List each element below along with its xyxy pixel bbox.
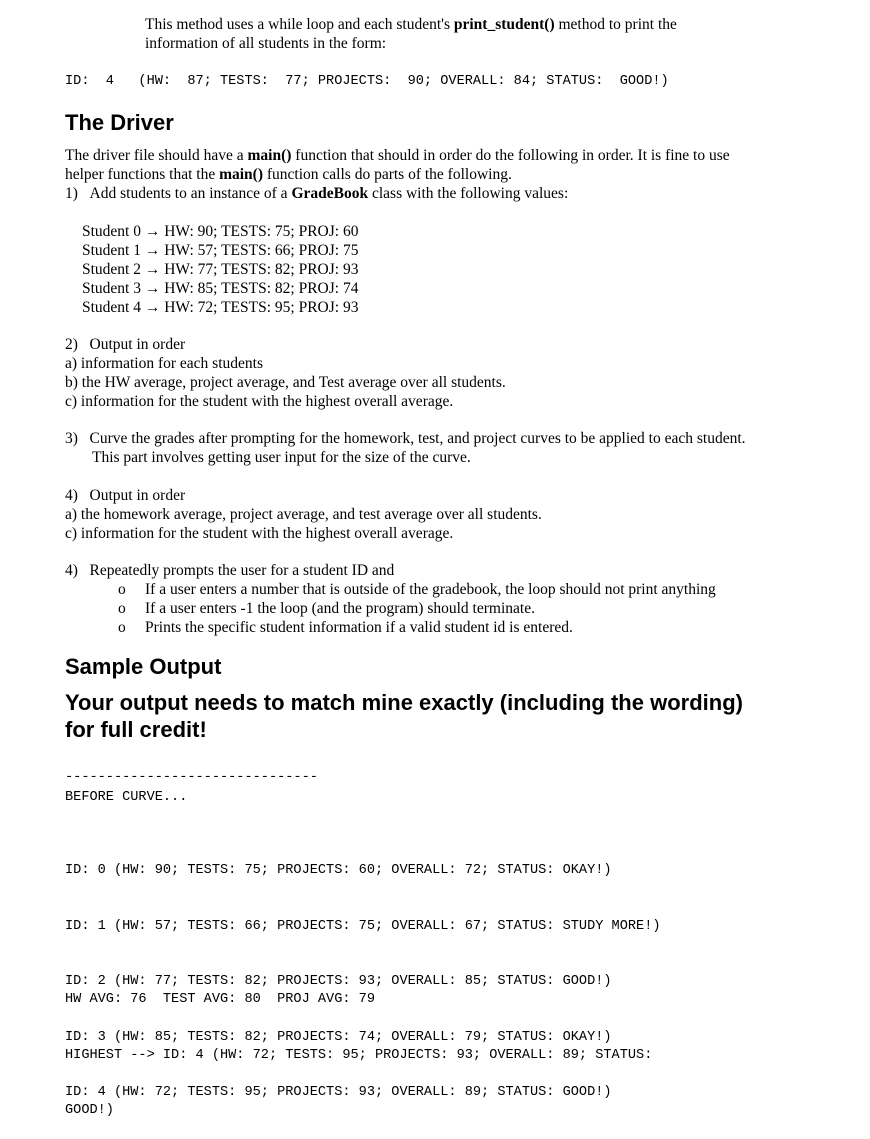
list-item: c) information for the student with the highest overall average. — [65, 393, 454, 410]
list-item: b) the HW average, project average, and Test average over all students. — [65, 374, 506, 391]
intro-paragraph — [145, 15, 677, 53]
step-4: 4) Output in order a) the homework average, project average, and test average over all students. c) information for the student with the highest overall average. — [65, 487, 542, 542]
averages-output — [65, 954, 652, 1139]
driver-paragraph-line-2: helper functions that the main() function calls do parts of the following. — [65, 166, 512, 183]
method-name: print_student() — [453, 16, 555, 33]
list-item: o If a user enters a number that is outside of the gradebook, the loop should not print anything — [118, 581, 716, 598]
table-row: ID: 0 (HW: 90; TESTS: 75; PROJECTS: 60; OVERALL: 72; STATUS: OKAY!) — [65, 863, 612, 878]
averages-line: HW AVG: 76 TEST AVG: 80 PROJ AVG: 79 — [65, 992, 375, 1007]
list-item: o If a user enters -1 the loop (and the program) should terminate. — [118, 600, 535, 617]
driver-heading: The Driver — [65, 110, 174, 135]
list-item: a) information for each students — [65, 355, 263, 372]
step-2: 2) Output in order a) information for each students b) the HW average, project average, and Test average over all students. c) information for the student with the highest overall average. — [65, 336, 506, 410]
list-item: Student 4 → HW: 72; TESTS: 95; PROJ: 93 — [82, 299, 359, 316]
output-separator: ------------------------------- — [65, 770, 318, 785]
circle-bullet-icon: o — [118, 581, 126, 598]
driver-paragraph-line-1: The driver file should have a main() function that should in order do the following in order. It is fine to use — [65, 147, 730, 164]
step-5: 4) Repeatedly prompts the user for a student ID and — [65, 562, 395, 579]
highest-line: HIGHEST --> ID: 4 (HW: 72; TESTS: 95; PROJECTS: 93; OVERALL: 89; STATUS: — [65, 1047, 653, 1063]
step-5-bullets — [118, 580, 858, 637]
list-item: c) information for the student with the highest overall average. — [65, 525, 454, 542]
driver-body — [65, 146, 855, 203]
step-3: 3) Curve the grades after prompting for the homework, test, and project curves to be applied to each student. This part involves getting user input for the size of the curve. — [65, 430, 746, 466]
list-item: Student 0 → HW: 90; TESTS: 75; PROJ: 60 — [82, 223, 359, 240]
list-item: a) the homework average, project average, and test average over all students. — [65, 506, 542, 523]
student-values-list — [82, 222, 358, 317]
list-item: o Prints the specific student information if a valid student id is entered. — [118, 619, 573, 636]
list-item: Student 3 → HW: 85; TESTS: 82; PROJ: 74 — [82, 280, 359, 297]
highest-line-continued: GOOD!) — [65, 1103, 114, 1118]
intro-line-1: This method uses a while loop and each student's print_student() method to print the — [145, 16, 677, 33]
circle-bullet-icon: o — [118, 619, 126, 636]
sample-output-heading: Sample Output — [65, 654, 222, 679]
before-curve-label: BEFORE CURVE... — [65, 790, 188, 805]
circle-bullet-icon: o — [118, 600, 126, 617]
intro-line-2: information of all students in the form: — [145, 35, 387, 52]
table-row: ID: 4 (HW: 72; TESTS: 95; PROJECTS: 93; OVERALL: 89; STATUS: GOOD!) — [65, 1085, 612, 1100]
list-item: Student 2 → HW: 77; TESTS: 82; PROJ: 93 — [82, 261, 359, 278]
table-row: ID: 1 (HW: 57; TESTS: 66; PROJECTS: 75; OVERALL: 67; STATUS: STUDY MORE!) — [65, 918, 661, 934]
example-output-line: ID: 4 (HW: 87; TESTS: 77; PROJECTS: 90; OVERALL: 84; STATUS: GOOD!) — [65, 74, 669, 89]
table-row: ID: 2 (HW: 77; TESTS: 82; PROJECTS: 93; OVERALL: 85; STATUS: GOOD!) — [65, 974, 612, 989]
sample-output-note: Your output needs to match mine exactly (including the wording) for full credit! — [65, 690, 743, 742]
step-1: 1) Add students to an instance of a GradeBook class with the following values: — [65, 185, 569, 202]
list-item: Student 1 → HW: 57; TESTS: 66; PROJ: 75 — [82, 242, 359, 259]
table-row: ID: 3 (HW: 85; TESTS: 82; PROJECTS: 74; OVERALL: 79; STATUS: OKAY!) — [65, 1029, 612, 1045]
